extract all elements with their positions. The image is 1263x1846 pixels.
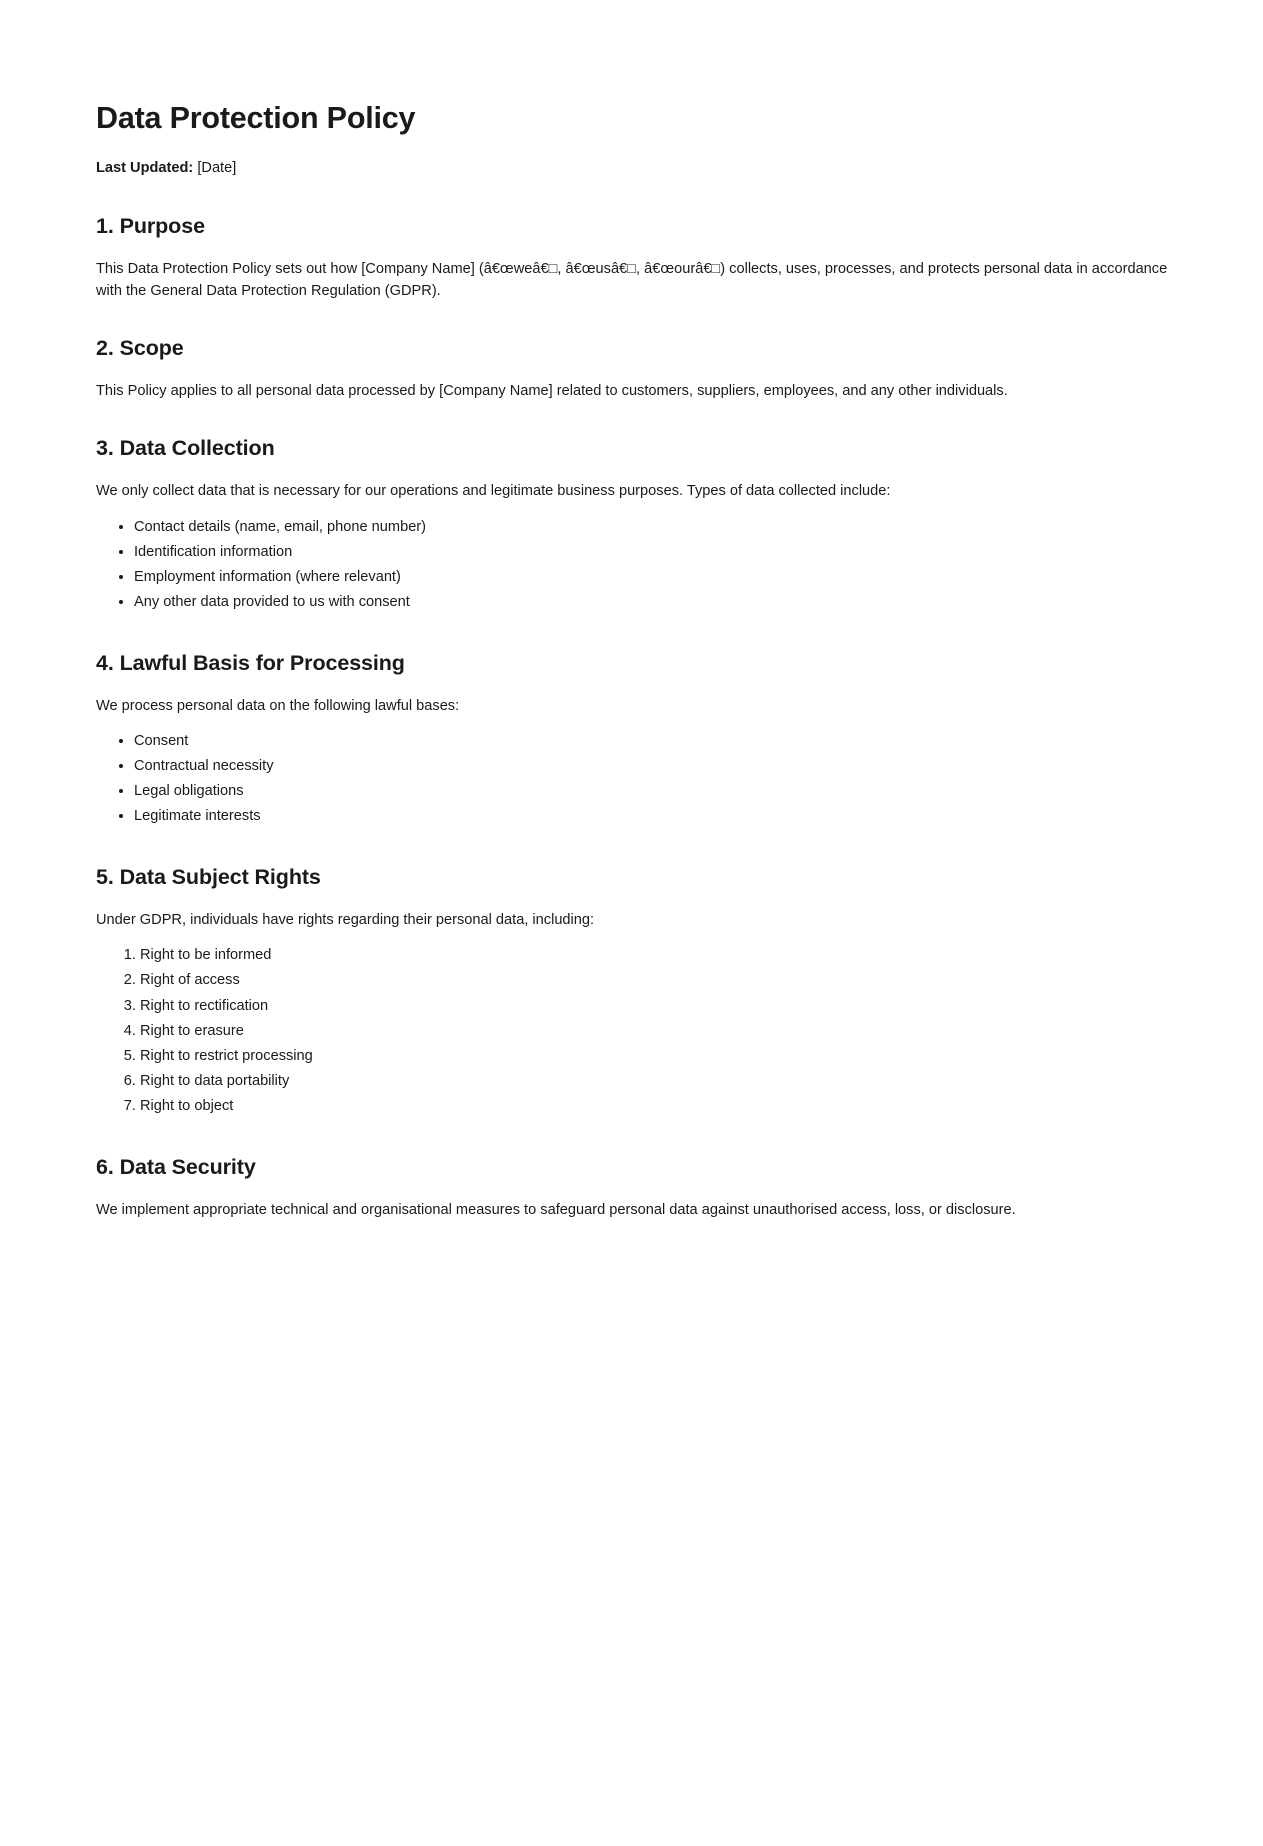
section-heading-purpose: 1. Purpose <box>96 214 205 239</box>
list-item: • Consent <box>134 731 1170 756</box>
section-body-data-security: We implement appropriate technical and organisational measures to safeguard personal data against unauthorised access, loss, or disclosure. <box>96 1201 1016 1218</box>
list-item: • Contact details (name, email, phone number) <box>134 517 1170 542</box>
list-item: 4. Right to erasure <box>140 1021 1170 1046</box>
section-body-lawful-basis: We process personal data on the following lawful bases: <box>96 697 460 714</box>
last-updated-line <box>96 137 1170 180</box>
section-data-security <box>96 1121 1170 1221</box>
list-item: 3. Right to rectification <box>140 996 1170 1021</box>
section-heading-data-subject-rights: 5. Data Subject Rights <box>96 865 321 890</box>
list-item: 1. Right to be informed <box>140 945 1170 970</box>
page-title: Data Protection Policy <box>96 101 416 135</box>
last-updated-label: Last Updated: <box>96 160 194 177</box>
section-heading-scope: 2. Scope <box>96 336 184 361</box>
section-body-scope: This Policy applies to all personal data processed by [Company Name] related to customers, suppliers, employees, and any other individuals. <box>96 383 1008 400</box>
section-heading-data-security: 6. Data Security <box>96 1154 256 1179</box>
lawful-basis-list <box>96 717 1170 831</box>
list-item: • Contractual necessity <box>134 756 1170 781</box>
list-item: • Legitimate interests <box>134 806 1170 831</box>
section-heading-lawful-basis: 4. Lawful Basis for Processing <box>96 650 405 675</box>
section-data-collection <box>96 402 1170 616</box>
data-collection-list <box>96 503 1170 617</box>
list-item: • Any other data provided to us with consent <box>134 592 1170 617</box>
list-item: 2. Right of access <box>140 970 1170 995</box>
list-item: 6. Right to data portability <box>140 1071 1170 1096</box>
section-purpose <box>96 180 1170 302</box>
section-body-data-collection: We only collect data that is necessary for our operations and legitimate business purposes. Types of data collected include: <box>96 483 891 500</box>
last-updated-value: [Date] <box>193 160 237 177</box>
section-lawful-basis <box>96 617 1170 831</box>
list-item: • Employment information (where relevant) <box>134 567 1170 592</box>
section-scope <box>96 302 1170 402</box>
list-item: 5. Right to restrict processing <box>140 1046 1170 1071</box>
section-heading-data-collection: 3. Data Collection <box>96 436 275 461</box>
data-subject-rights-list <box>96 931 1170 1121</box>
section-data-subject-rights <box>96 831 1170 1121</box>
section-body-purpose: This Data Protection Policy sets out how [Company Name] (â€œweâ€□, â€œusâ€□, â€œourâ€□) collects, uses, processes, and protects personal data in accordance with the General Data Protection Regulation (GDPR). <box>96 260 1168 300</box>
list-item: • Legal obligations <box>134 781 1170 806</box>
document-page <box>96 0 1170 1221</box>
section-body-data-subject-rights: Under GDPR, individuals have rights regarding their personal data, including: <box>96 912 595 929</box>
list-item: 7. Right to object <box>140 1096 1170 1121</box>
list-item: • Identification information <box>134 542 1170 567</box>
